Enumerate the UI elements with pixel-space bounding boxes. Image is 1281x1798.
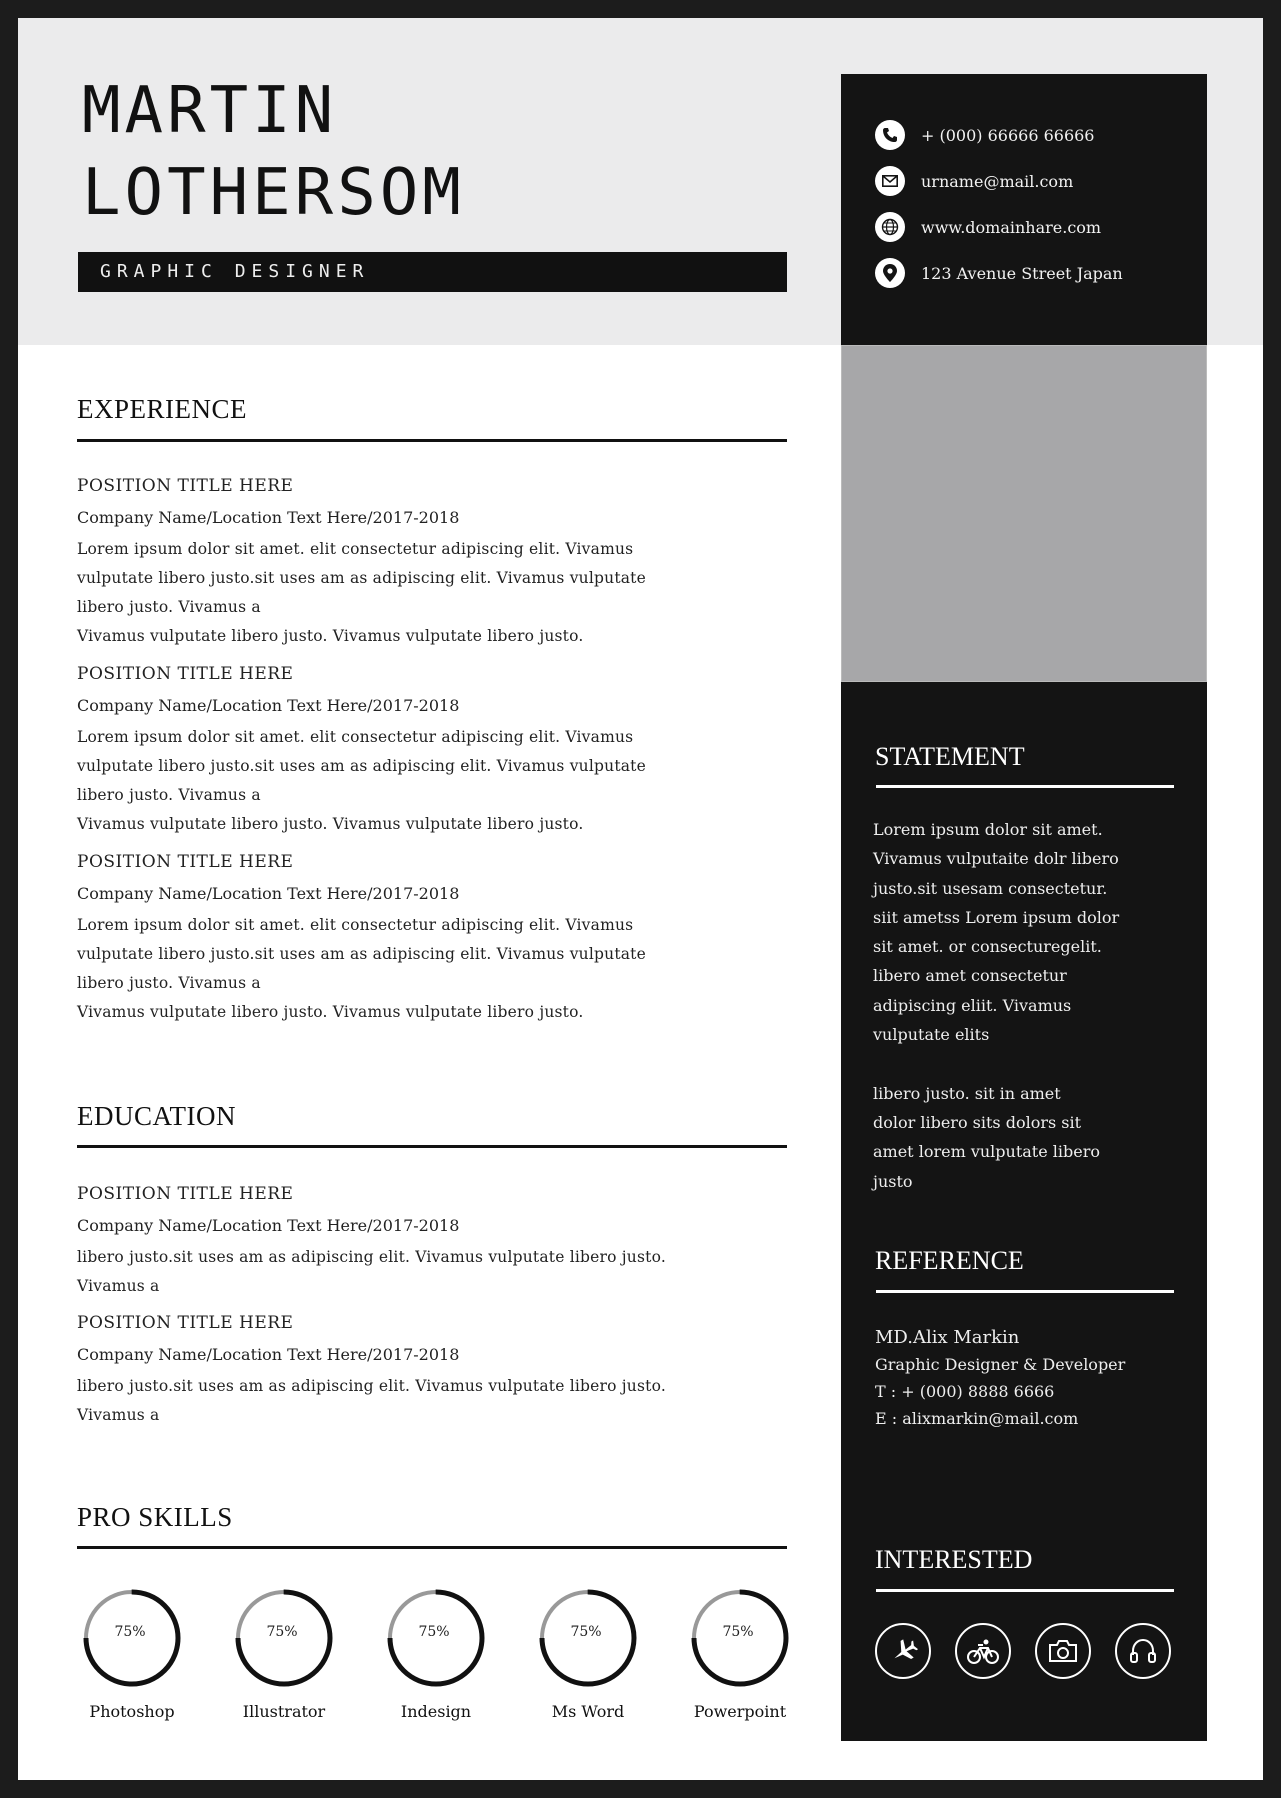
statement-line <box>873 1049 1173 1078</box>
email-text: urname@mail.com <box>921 171 1074 191</box>
experience-rule <box>77 439 787 442</box>
reference-role: Graphic Designer & Developer <box>875 1355 1126 1374</box>
skill-name: Photoshop <box>89 1702 175 1721</box>
skill-percent: 75% <box>114 1624 146 1640</box>
statement-line: dolor libero sits dolors sit <box>873 1112 1082 1132</box>
position-title: POSITION TITLE HERE <box>77 1184 294 1204</box>
airplane-icon <box>875 1623 931 1679</box>
statement-line: Lorem ipsum dolor sit amet. <box>873 820 1103 839</box>
skills-list <box>77 1586 797 1736</box>
skill-item <box>381 1586 491 1721</box>
skill-percent: 75% <box>570 1624 602 1640</box>
mail-icon <box>875 166 905 196</box>
globe-icon <box>875 212 905 242</box>
skill-item <box>685 1586 795 1721</box>
name-line-2: LOTHERSOM <box>82 156 465 230</box>
company-line: Company Name/Location Text Here/2017-2018 <box>77 884 460 903</box>
job-entry <box>77 1180 717 1301</box>
skills-title: PRO SKILLS <box>77 1502 233 1532</box>
statement-line: sit amet. or consecturegelit. <box>873 937 1102 957</box>
interested-rule <box>876 1589 1174 1592</box>
statement-rule <box>876 785 1174 788</box>
statement-line: justo <box>873 1171 913 1191</box>
reference-name: MD.Alix Markin <box>875 1327 1020 1348</box>
location-pin-icon <box>875 258 905 288</box>
statement-line: Vivamus vulputaite dolr libero <box>873 849 1119 869</box>
photo-placeholder <box>841 345 1207 682</box>
statement-line: amet lorem vulputate libero <box>873 1142 1101 1162</box>
statement-line: vulputate elits <box>873 1025 990 1045</box>
contact-address <box>875 258 1123 288</box>
interested-title: INTERESTED <box>875 1545 1033 1574</box>
description-line: Vivamus vulputate libero justo. Vivamus vulputate libero justo. <box>77 627 584 645</box>
skill-name: Powerpoint <box>693 1702 787 1721</box>
education-title: EDUCATION <box>77 1101 236 1131</box>
skill-percent: 75% <box>722 1624 754 1640</box>
position-title: POSITION TITLE HERE <box>77 852 294 872</box>
description-line: Vivamus a <box>77 1406 160 1424</box>
reference-rule <box>876 1290 1174 1293</box>
candidate-name <box>82 70 465 234</box>
skill-percent: 75% <box>266 1624 298 1640</box>
skill-name: Indesign <box>400 1702 472 1721</box>
description-line: libero justo. Vivamus a <box>77 598 261 616</box>
description-line: Vivamus a <box>77 1277 160 1295</box>
education-rule <box>77 1145 787 1148</box>
description-line: Lorem ipsum dolor sit amet. elit consectetur adipiscing elit. Vivamus <box>77 916 634 934</box>
contact-website <box>875 212 1101 242</box>
job-entry <box>77 1309 717 1430</box>
address-text: 123 Avenue Street Japan <box>921 263 1123 283</box>
skill-percent: 75% <box>418 1624 450 1640</box>
camera-icon <box>1035 1623 1091 1679</box>
skills-rule <box>77 1546 787 1549</box>
statement-line: libero justo. sit in amet <box>873 1083 1061 1103</box>
statement-line: libero amet consectetur <box>873 966 1067 986</box>
position-title: POSITION TITLE HERE <box>77 476 294 496</box>
company-line: Company Name/Location Text Here/2017-2018 <box>77 1345 460 1364</box>
bicycle-icon <box>955 1623 1011 1679</box>
phone-icon <box>875 120 905 150</box>
experience-title: EXPERIENCE <box>77 394 247 424</box>
job-entry <box>77 848 717 1027</box>
website-text: www.domainhare.com <box>921 217 1102 237</box>
description-line: Lorem ipsum dolor sit amet. elit consectetur adipiscing elit. Vivamus <box>77 728 634 746</box>
position-title: POSITION TITLE HERE <box>77 664 294 684</box>
contact-email <box>875 166 1073 196</box>
job-entry <box>77 660 717 839</box>
phone-text: + (000) 66666 66666 <box>921 125 1095 145</box>
skill-item <box>533 1586 643 1721</box>
description-line: vulputate libero justo.sit uses am as adipiscing elit. Vivamus vulputate <box>77 569 646 587</box>
name-line-1: MARTIN <box>82 74 338 148</box>
description-line: libero justo. Vivamus a <box>77 974 261 992</box>
statement-title: STATEMENT <box>875 742 1025 771</box>
description-line: Lorem ipsum dolor sit amet. elit consectetur adipiscing elit. Vivamus <box>77 540 634 558</box>
position-title: POSITION TITLE HERE <box>77 1313 294 1333</box>
resume-page <box>18 18 1263 1780</box>
description-line: libero justo.sit uses am as adipiscing elit. Vivamus vulputate libero justo. <box>77 1377 666 1395</box>
reference-block <box>875 1324 1125 1432</box>
skill-name: Illustrator <box>242 1702 326 1721</box>
contact-phone <box>875 120 1094 150</box>
reference-email: E : alixmarkin@mail.com <box>875 1409 1079 1428</box>
description-line: vulputate libero justo.sit uses am as adipiscing elit. Vivamus vulputate <box>77 757 646 775</box>
description-line: vulputate libero justo.sit uses am as adipiscing elit. Vivamus vulputate <box>77 945 646 963</box>
statement-text <box>873 815 1173 1196</box>
statement-line: justo.sit usesam consectetur. <box>873 878 1108 898</box>
headphones-icon <box>1115 1623 1171 1679</box>
statement-line: adipiscing eliit. Vivamus <box>873 995 1072 1015</box>
reference-title: REFERENCE <box>875 1246 1024 1275</box>
skill-name: Ms Word <box>551 1702 625 1721</box>
description-line: libero justo. Vivamus a <box>77 786 261 804</box>
company-line: Company Name/Location Text Here/2017-2018 <box>77 696 460 715</box>
statement-line: siit ametss Lorem ipsum dolor <box>873 907 1120 927</box>
description-line: libero justo.sit uses am as adipiscing elit. Vivamus vulputate libero justo. <box>77 1248 666 1266</box>
role-title: GRAPHIC DESIGNER <box>78 252 787 292</box>
skill-item <box>229 1586 339 1721</box>
skill-item <box>77 1586 187 1721</box>
company-line: Company Name/Location Text Here/2017-2018 <box>77 508 460 527</box>
description-line: Vivamus vulputate libero justo. Vivamus vulputate libero justo. <box>77 1003 584 1021</box>
job-entry <box>77 472 717 651</box>
description-line: Vivamus vulputate libero justo. Vivamus vulputate libero justo. <box>77 815 584 833</box>
company-line: Company Name/Location Text Here/2017-2018 <box>77 1216 460 1235</box>
reference-phone: T : + (000) 8888 6666 <box>875 1382 1055 1401</box>
